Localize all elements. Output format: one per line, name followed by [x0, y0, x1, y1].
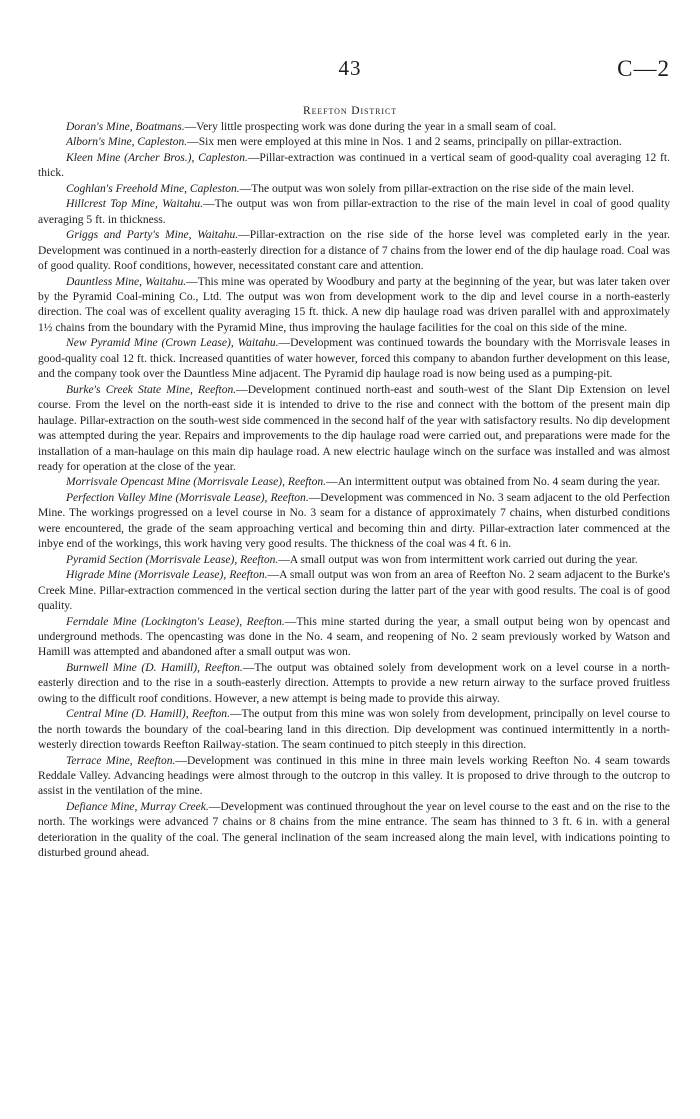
- mine-name: Hillcrest Top Mine, Waitahu.: [66, 198, 204, 211]
- mine-report: —Development was continued throughout the year on level course to the east and on the rise to the north. The workings were advanced 7 chains or 8 chains from the mine entrance. The seam has thinned to 3 ft. 6 in. with a general deterioration in the quality of the coal. The general inclination of the seam increased along the main level, with indications pointing to disturbed ground ahead.: [38, 800, 671, 860]
- mine-name: Doran's Mine, Boatmans.: [66, 121, 185, 133]
- mine-entry: [38, 197, 670, 228]
- mine-report: —Development continued north-east and south-west of the Slant Dip Extension on level course. From the level on the north-east side it is intended to drive to the rise and connect with the bottom of the present main dip haulage. Pillar-extraction on the south-west side commenced in the second half of the year with satisfactory results. No dip development was attempted during the year. Repairs and improvements to the dip haulage road were carried out, and preparations were made for the installation of a man-haulage on this main dip haulage road. A new electric haulage winch on the surface was installed and was almost ready for operation at the close of the year.: [38, 383, 670, 473]
- mine-name: Defiance Mine, Murray Creek.: [66, 800, 209, 813]
- mine-entry: [38, 615, 670, 661]
- mine-entry: [38, 120, 670, 135]
- mine-report: —A small output was won from intermittent work carried out during the year.: [278, 553, 638, 566]
- document-code: C—2: [617, 56, 670, 81]
- mine-name: Perfection Valley Mine (Morrisvale Lease), Reefton.: [66, 491, 309, 504]
- mine-report: —The output was won from pillar-extraction to the rise of the main level in coal of good quality averaging 5 ft. in thickness.: [38, 198, 670, 226]
- mine-report: —Development was continued in this mine in three main levels working Reefton No. 4 seam towards Reddale Valley. Advancing headings were almost through to the outcrop in this valley. It is proposed to drive through to the outcrop to assist in the ventilation of the mine.: [38, 754, 670, 798]
- mine-name: Dauntless Mine, Waitahu.: [66, 275, 187, 288]
- mine-entry: [38, 754, 670, 800]
- mine-report: —This mine was operated by Woodbury and party at the beginning of the year, but was later taken over by the Pyramid Coal-mining Co., Ltd. The output was won from development work to the dip and level course in a north-easterly direction. The coal was of excellent quality averaging 15 ft. thick. A new dip haulage road was driven parallel with and approximately 1½ chains from the boundary with the Pyramid Mine, thus improving the haulage facilities for the coal on this side of the mine.: [38, 275, 670, 334]
- mine-entry: [38, 182, 670, 197]
- mine-report: —Development was continued towards the boundary with the Morrisvale leases in good-quality coal 12 ft. thick. Increased quantities of water however, forced this company to abandon further development on this lease, and the company took over the Dauntless Mine adjacent. The Pyramid dip haulage road is now being used as a pumping-pit.: [38, 337, 670, 381]
- mine-report: —The output was obtained solely from development work on a level course in a north-easterly direction and to the rise in a south-easterly direction. Attempts to provide a new return airway to the surface proved fruitless owing to the difficult roof conditions. However, a new attempt is being made to provide this airway.: [38, 661, 670, 705]
- mine-report: —An intermittent output was obtained from No. 4 seam during the year.: [326, 476, 660, 489]
- mine-entry: [38, 568, 670, 614]
- mine-entry: [38, 336, 670, 382]
- mine-report: —A small output was won from an area of Reefton No. 2 seam adjacent to the Burke's Creek Mine. Pillar-extraction commenced in the vertical section during the latter part of the year with good results. The coal is of good quality.: [38, 569, 670, 613]
- page-header: [0, 56, 700, 86]
- mine-name: Kleen Mine (Archer Bros.), Capleston.: [66, 151, 248, 164]
- mine-report: —Six men were employed at this mine in Nos. 1 and 2 seams, principally on pillar-extraction.: [187, 136, 622, 149]
- mine-report-list: [38, 120, 670, 862]
- mine-entry: [38, 707, 670, 753]
- section-title: Reefton District: [303, 105, 397, 117]
- mine-name: Higrade Mine (Morrisvale Lease), Reefton.: [66, 569, 268, 582]
- mine-report: —Pillar-extraction was continued in a vertical seam of good-quality coal averaging 12 ft. thick.: [38, 151, 670, 180]
- mine-entry: [38, 661, 670, 707]
- mine-report: —The output from this mine was won solely from development, principally on level course to the north towards the boundary of the coal-bearing land in this direction. Dip development was continued intermittently in a north-westerly direction towards Reefton Railway-station. The seam continued to pitch steeply in this direction.: [38, 708, 670, 752]
- mine-entry: [38, 275, 670, 337]
- mine-report: —Pillar-extraction on the rise side of the horse level was completed early in the year. Development was continued in a north-easterly direction for a distance of 7 chains from the lower end of the dip haulage road. Coal was of good quality. Roof conditions, however, necessitated constant care and attention.: [38, 229, 670, 273]
- mine-name: Terrace Mine, Reefton.: [66, 754, 176, 767]
- mine-name: Coghlan's Freehold Mine, Capleston.: [66, 182, 240, 195]
- mine-report: —Development was commenced in No. 3 seam adjacent to the old Perfection Mine. The workings progressed on a level course in No. 3 seam for a distance of approximately 7 chains, when disturbed conditions were encountered, the grade of the seam approaching vertical and becoming thin and dirty. Pillar-extraction later commenced at the inbye end of the workings, this work having very good results. The thickness of the coal was 4 ft. 6 in.: [38, 491, 670, 551]
- mine-entry: [38, 491, 670, 553]
- mine-entry: [38, 800, 670, 862]
- mine-entry: [38, 553, 670, 568]
- mine-name: Burke's Creek State Mine, Reefton.: [66, 383, 237, 396]
- mine-name: Griggs and Party's Mine, Waitahu.: [66, 229, 239, 242]
- mine-entry: [38, 475, 670, 490]
- mine-entry: [38, 383, 670, 476]
- mine-report: —This mine started during the year, a small output being won by opencast and underground methods. The opencasting was done in the No. 4 seam, and reopening of No. 2 seam previously worked by Watson and Hamill was attempted and abandoned after a small output was won.: [38, 615, 671, 659]
- mine-name: Central Mine (D. Hamill), Reefton.: [66, 708, 230, 721]
- mine-entry: [38, 228, 670, 274]
- mine-report: —Very little prospecting work was done during the year in a small seam of coal.: [184, 121, 557, 133]
- mine-entry: [38, 151, 670, 182]
- mine-name: Pyramid Section (Morrisvale Lease), Reefton.: [66, 553, 279, 566]
- mine-name: New Pyramid Mine (Crown Lease), Waitahu.: [66, 337, 279, 350]
- mine-name: Burnwell Mine (D. Hamill), Reefton.: [66, 661, 243, 674]
- page-number: 43: [338, 56, 362, 80]
- mine-name: Morrisvale Opencast Mine (Morrisvale Lease), Reefton.: [66, 476, 327, 489]
- mine-name: Alborn's Mine, Capleston.: [66, 136, 188, 149]
- mine-name: Ferndale Mine (Lockington's Lease), Reefton.: [66, 615, 285, 628]
- mine-report: —The output was won solely from pillar-extraction on the rise side of the main level.: [239, 182, 635, 195]
- mine-entry: [38, 135, 670, 150]
